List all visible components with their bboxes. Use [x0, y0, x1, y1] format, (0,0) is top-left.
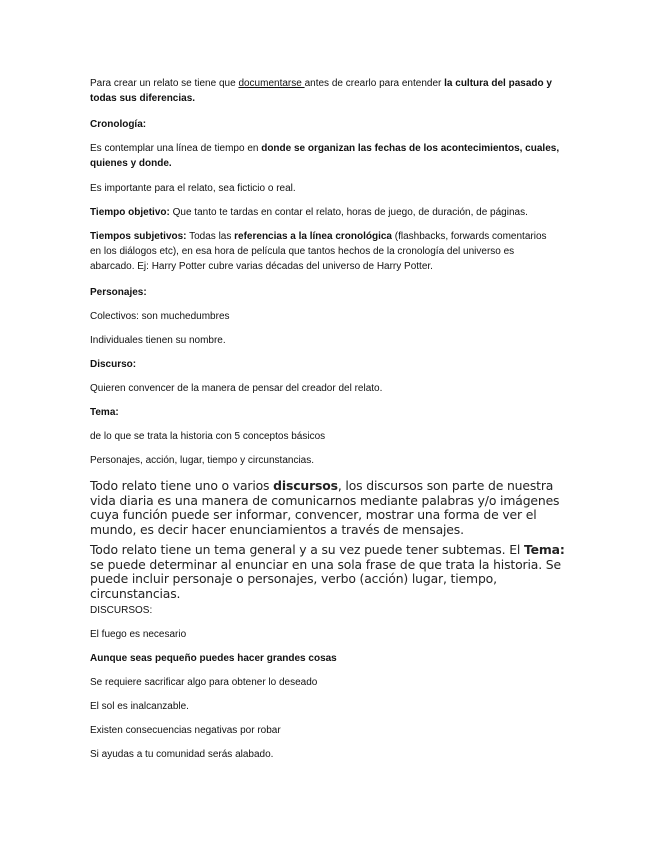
pasted-bold-discursos: discursos	[273, 478, 338, 493]
discursos-heading: DISCURSOS:	[90, 605, 153, 616]
tema-concepts: Personajes, acción, lugar, tiempo y circunstancias.	[90, 455, 314, 466]
discurso-item: Aunque seas pequeño puedes hacer grandes cosas	[90, 653, 337, 664]
personajes-individuales: Individuales tienen su nombre.	[90, 335, 226, 346]
tiempos-subjetivos-paragraph	[90, 229, 560, 274]
cronologia-importance: Es importante para el relato, sea ficticio o real.	[90, 183, 296, 194]
tema-text: de lo que se trata la historia con 5 conceptos básicos	[90, 431, 326, 442]
tiempo-objetivo-paragraph	[90, 205, 560, 220]
intro-text: Para crear un relato se tiene que	[90, 78, 239, 89]
pasted-bold-tema: Tema:	[523, 542, 565, 557]
cronologia-bold-text: donde se organizan las fechas de los acontecimientos, cuales, quienes y donde.	[90, 143, 560, 169]
discurso-item: Existen consecuencias negativas por robar	[90, 725, 281, 736]
pasted-tema-text-2: se puede determinar al enunciar en una sola frase de que trata la historia. Se puede incluir personaje o personajes, verbo (acción) lugar, tiempo, circunstancias.	[90, 556, 561, 601]
intro-paragraph	[90, 76, 560, 106]
discurso-item: El fuego es necesario	[90, 629, 187, 640]
tiempo-objetivo-label: Tiempo objetivo:	[90, 207, 170, 218]
intro-text-2: antes de crearlo para entender	[304, 78, 445, 89]
pasted-text-2: , los discursos son parte de nuestra vida diaria es una manera de comunicarnos mediante palabras y/o imágenes cuya función puede ser informar, convencer, mostrar una forma de ver el mundo, es decir hacer enunciamientos a través de mensajes.	[90, 478, 560, 537]
discurso-heading: Discurso:	[90, 359, 137, 370]
cronologia-definition	[90, 141, 560, 171]
intro-bold-text: la cultura del pasado y todas sus diferencias.	[90, 78, 552, 104]
pasted-image-discursos	[90, 479, 570, 537]
tiempos-subjetivos-bold: referencias a la línea cronológica	[234, 231, 392, 242]
tiempos-subjetivos-text-2: (flashbacks, forwards comentarios en los diálogos etc), en esa hora de película que tantos hechos de la cronología del universo es abarcado. Ej: Harry Potter cubre varias décadas del universo de Harry Potter.	[90, 231, 547, 272]
personajes-heading: Personajes:	[90, 287, 147, 298]
tiempos-subjetivos-text: Todas las	[186, 231, 235, 242]
tiempos-subjetivos-label: Tiempos subjetivos:	[90, 231, 187, 242]
cronologia-heading: Cronología:	[90, 119, 147, 130]
discurso-text: Quieren convencer de la manera de pensar del creador del relato.	[90, 383, 383, 394]
discurso-item: Si ayudas a tu comunidad serás alabado.	[90, 749, 274, 760]
intro-underlined-word: documentarse	[238, 78, 305, 89]
pasted-text: Todo relato tiene uno o varios	[90, 478, 274, 493]
cronologia-text: Es contemplar una línea de tiempo en	[90, 143, 262, 154]
discurso-item: El sol es inalcanzable.	[90, 701, 189, 712]
pasted-tema-text: Todo relato tiene un tema general y a su vez puede tener subtemas. El	[90, 542, 524, 557]
personajes-colectivos: Colectivos: son muchedumbres	[90, 311, 230, 322]
pasted-image-tema	[90, 543, 570, 601]
tiempo-objetivo-text: Que tanto te tardas en contar el relato, horas de juego, de duración, de páginas.	[169, 207, 528, 218]
discurso-item: Se requiere sacrificar algo para obtener lo deseado	[90, 677, 318, 688]
tema-heading: Tema:	[90, 407, 119, 418]
